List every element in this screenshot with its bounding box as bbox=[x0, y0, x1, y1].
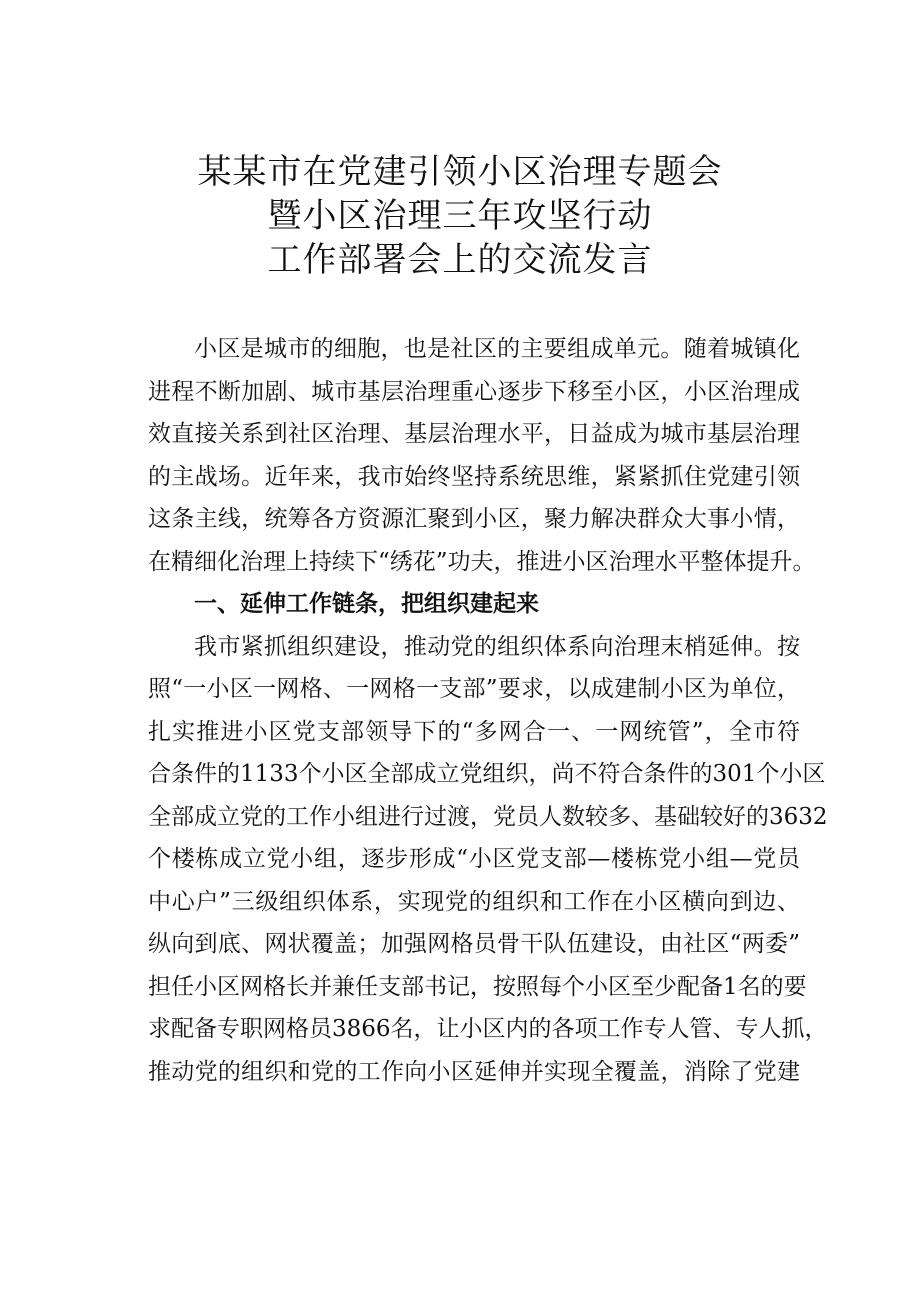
paragraph-line: 的主战场。近年来，我市始终坚持系统思维，紧紧抓住党建引领 bbox=[148, 463, 800, 490]
paragraph-line: 全部成立党的工作小组进行过渡，党员人数较多、基础较好的3632 bbox=[148, 803, 828, 830]
paragraph-line: 这条主线，统筹各方资源汇聚到小区，聚力解决群众大事小情， bbox=[148, 506, 800, 532]
paragraph-line: 在精细化治理上持续下“绣花”功夫，推进小区治理水平整体提升。 bbox=[148, 548, 816, 575]
paragraph-line: 小区是城市的细胞，也是社区的主要组成单元。随着城镇化 bbox=[194, 336, 800, 362]
title-line-3: 工作部署会上的交流发言 bbox=[267, 240, 653, 280]
paragraph-line: 求配备专职网格员3866名，让小区内的各项工作专人管、专人抓， bbox=[148, 1016, 828, 1042]
title-line-1: 某某市在党建引领小区治理专题会 bbox=[197, 152, 723, 192]
intro-paragraph bbox=[148, 328, 816, 583]
document-title bbox=[0, 150, 920, 282]
paragraph-line: 担任小区网格长并兼任支部书记，按照每个小区至少配备1名的要 bbox=[148, 973, 807, 1000]
section-heading: 一、延伸工作链条，把组织建起来 bbox=[194, 591, 539, 617]
paragraph-line: 个楼栋成立党小组，逐步形成“小区党支部—楼栋党小组—党员 bbox=[148, 846, 800, 872]
paragraph-line: 推动党的组织和党的工作向小区延伸并实现全覆盖，消除了党建 bbox=[148, 1058, 800, 1085]
section1-paragraph bbox=[148, 626, 828, 1094]
document-body bbox=[148, 328, 828, 1093]
paragraph-line: 扎实推进小区党支部领导下的“多网合一、一网统管”，全市符 bbox=[148, 718, 800, 745]
title-line-2: 暨小区治理三年攻坚行动 bbox=[267, 196, 653, 236]
paragraph-line: 我市紧抓组织建设，推动党的组织体系向治理末梢延伸。按 bbox=[194, 633, 800, 660]
paragraph-line: 照“一小区一网格、一网格一支部”要求，以成建制小区为单位， bbox=[148, 676, 800, 702]
paragraph-line: 进程不断加剧、城市基层治理重心逐步下移至小区，小区治理成 bbox=[148, 378, 800, 405]
paragraph-line: 中心户”三级组织体系，实现党的组织和工作在小区横向到边、 bbox=[148, 888, 800, 915]
paragraph-line: 合条件的1133个小区全部成立党组织，尚不符合条件的301个小区 bbox=[148, 761, 826, 787]
paragraph-line: 效直接关系到社区治理、基层治理水平，日益成为城市基层治理 bbox=[148, 421, 800, 447]
paragraph-line: 纵向到底、网状覆盖；加强网格员骨干队伍建设，由社区“两委” bbox=[148, 931, 800, 957]
